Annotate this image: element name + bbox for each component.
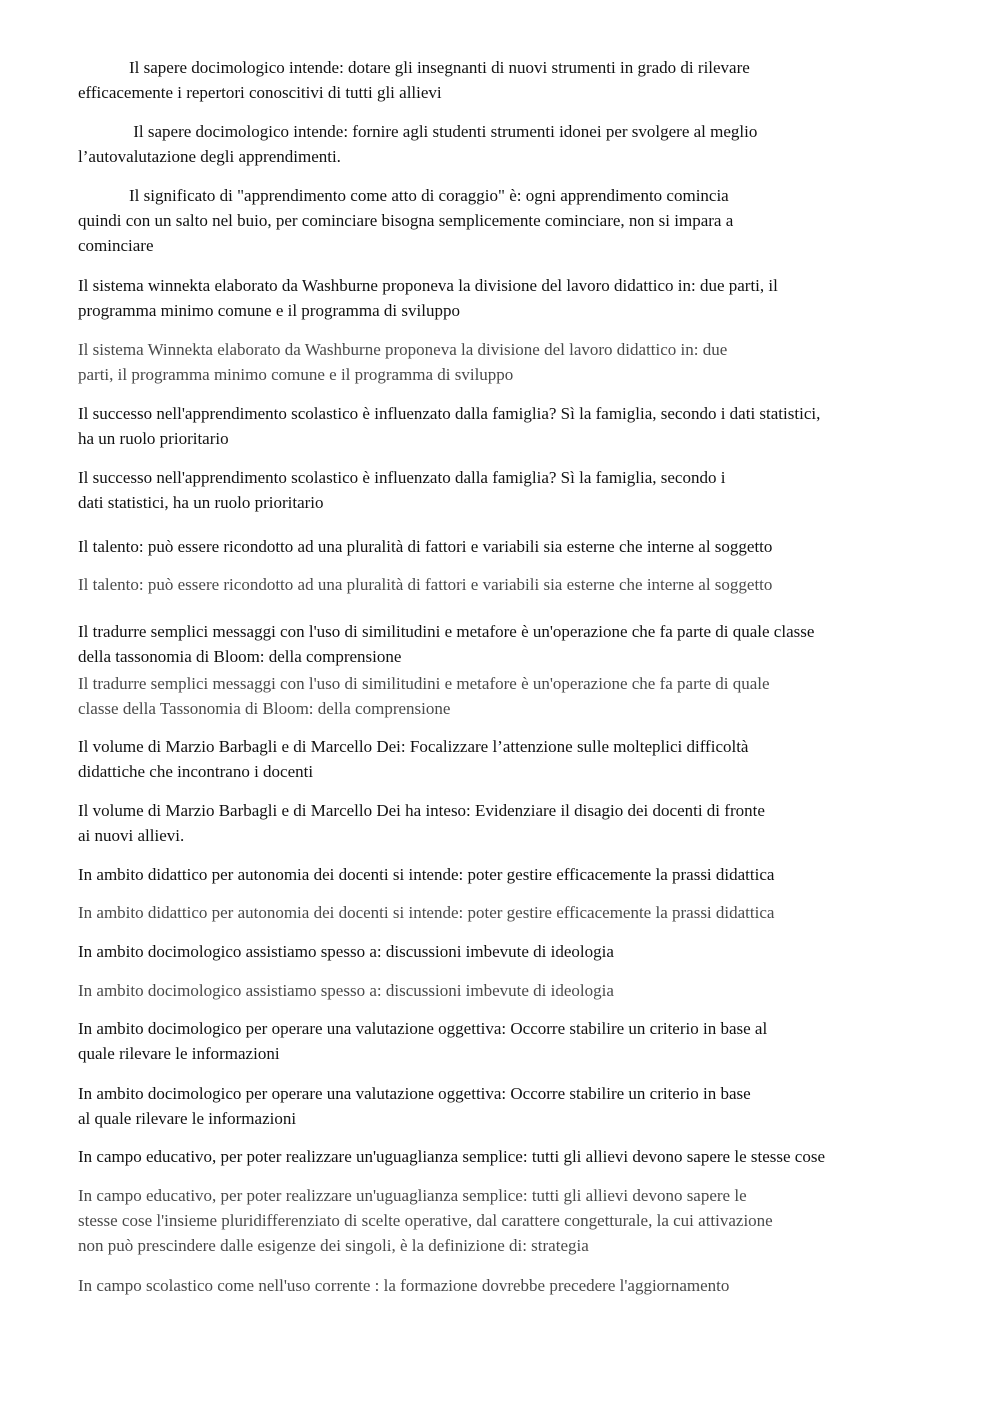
- paragraph-18: In ambito docimologico per operare una valutazione oggettiva: Occorre stabilire un criterio in base al quale rilevare le informazioni: [78, 1019, 768, 1063]
- paragraph-13: Il volume di Marzio Barbagli e di Marcello Dei ha inteso: Evidenziare il disagio dei docenti di fronte ai nuovi allievi.: [78, 801, 765, 845]
- paragraph-20: In campo educativo, per poter realizzare un'uguaglianza semplice: tutti gli allievi devono sapere le stesse cose: [78, 1147, 825, 1166]
- paragraph-6: Il successo nell'apprendimento scolastico è influenzato dalla famiglia? Sì la famiglia, secondo i dati statistici, ha un ruolo prioritario: [78, 404, 821, 448]
- paragraph-3: Il significato di "apprendimento come atto di coraggio" è: ogni apprendimento comincia quindi con un salto nel buio, per cominciare bisogna semplicemente cominciare, non si impara a cominciare: [78, 186, 734, 255]
- paragraph-5: Il sistema Winnekta elaborato da Washburne proponeva la divisione del lavoro didattico in: due parti, il programma minimo comune e il programma di sviluppo: [78, 340, 728, 384]
- paragraph-11: Il tradurre semplici messaggi con l'uso di similitudini e metafore è un'operazione che fa parte di quale classe della Tassonomia di Bloom: della comprensione: [78, 674, 770, 718]
- paragraph-21: In campo educativo, per poter realizzare un'uguaglianza semplice: tutti gli allievi devono sapere le stesse cose l'insieme pluridifferenziato di scelte operative, dal carattere congetturale, la cui attivazione non può prescindere dalle esigenze dei singoli, è la definizione di: strategia: [78, 1186, 773, 1255]
- paragraph-2: Il sapere docimologico intende: fornire agli studenti strumenti idonei per svolgere al meglio l’autovalutazione degli apprendimenti.: [78, 122, 758, 166]
- paragraph-16: In ambito docimologico assistiamo spesso a: discussioni imbevute di ideologia: [78, 942, 614, 961]
- paragraph-12: Il volume di Marzio Barbagli e di Marcello Dei: Focalizzare l’attenzione sulle molteplici difficoltà didattiche che incontrano i docenti: [78, 737, 749, 781]
- paragraph-15: In ambito didattico per autonomia dei docenti si intende: poter gestire efficacemente la prassi didattica: [78, 903, 775, 922]
- paragraph-17: In ambito docimologico assistiamo spesso a: discussioni imbevute di ideologia: [78, 981, 614, 1000]
- paragraph-14: In ambito didattico per autonomia dei docenti si intende: poter gestire efficacemente la prassi didattica: [78, 865, 775, 884]
- paragraph-8: Il talento: può essere ricondotto ad una pluralità di fattori e variabili sia esterne che interne al soggetto: [78, 537, 773, 556]
- paragraph-22: In campo scolastico come nell'uso corrente : la formazione dovrebbe precedere l'aggiornamento: [78, 1276, 730, 1295]
- paragraph-10: Il tradurre semplici messaggi con l'uso di similitudini e metafore è un'operazione che fa parte di quale classe della tassonomia di Bloom: della comprensione: [78, 622, 815, 666]
- paragraph-9: Il talento: può essere ricondotto ad una pluralità di fattori e variabili sia esterne che interne al soggetto: [78, 575, 773, 594]
- paragraph-4: Il sistema winnekta elaborato da Washburne proponeva la divisione del lavoro didattico in: due parti, il programma minimo comune e il programma di sviluppo: [78, 276, 778, 320]
- paragraph-19: In ambito docimologico per operare una valutazione oggettiva: Occorre stabilire un criterio in base al quale rilevare le informazioni: [78, 1084, 751, 1128]
- paragraph-1: Il sapere docimologico intende: dotare gli insegnanti di nuovi strumenti in grado di rilevare efficacemente i repertori conoscitivi di tutti gli allievi: [78, 58, 750, 102]
- paragraph-7: Il successo nell'apprendimento scolastico è influenzato dalla famiglia? Sì la famiglia, secondo i dati statistici, ha un ruolo prioritario: [78, 468, 726, 512]
